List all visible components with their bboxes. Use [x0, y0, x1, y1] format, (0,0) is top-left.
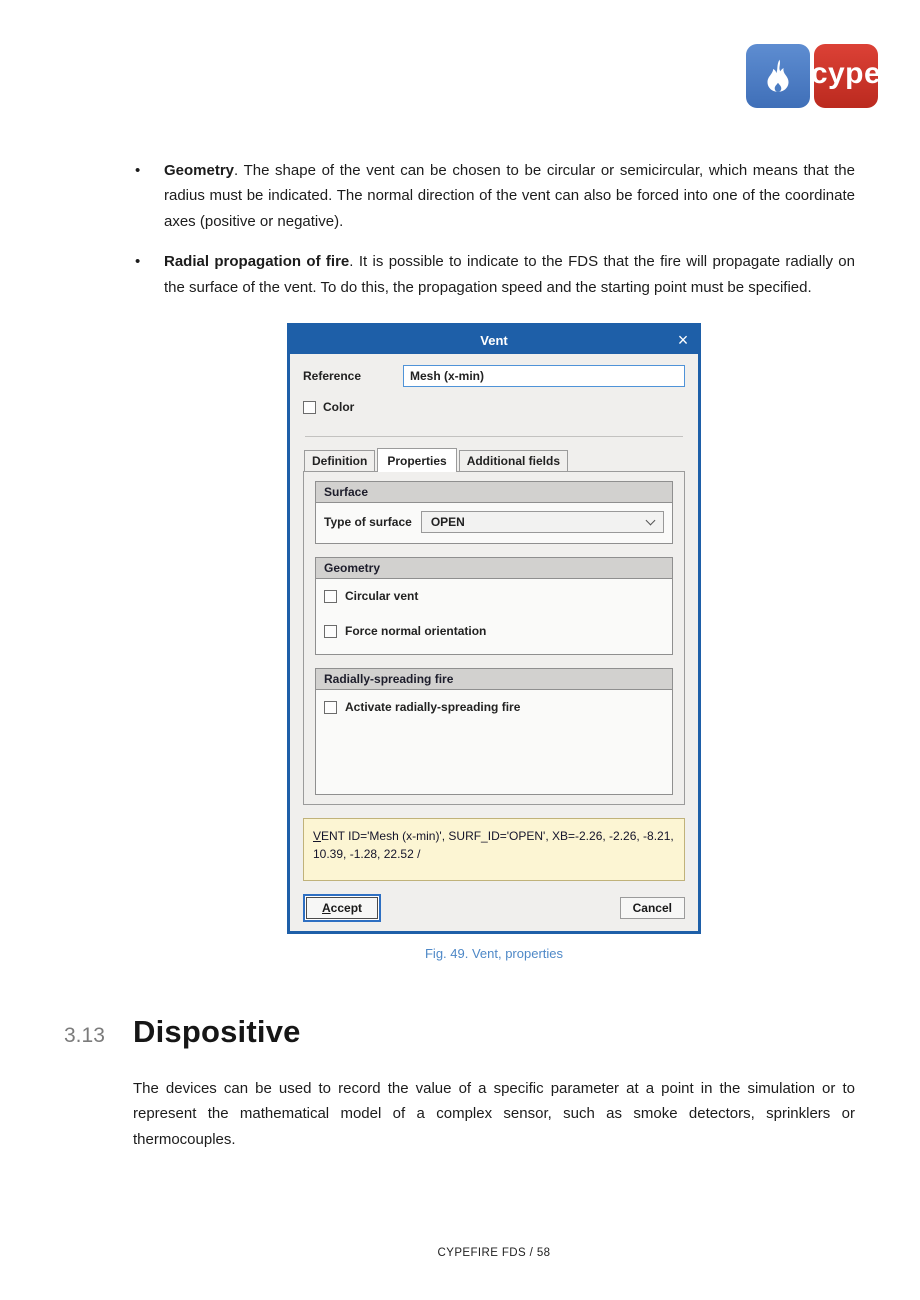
- force-normal-orientation-checkbox[interactable]: [324, 625, 337, 638]
- figure: [133, 323, 855, 961]
- bullet-item-radial-propagation: [133, 249, 855, 300]
- fds-underline: V: [313, 829, 322, 844]
- bullet-text: [164, 158, 855, 234]
- bullet-body: . The shape of the vent can be chosen to be circular or semicircular, which means that the radius must be indicated. The normal direction of the vent can also be forced into one of the coordinate axes (positive or negative).: [164, 162, 855, 230]
- radial-fire-group-header: Radially-spreading fire: [316, 669, 672, 690]
- color-checkbox-row[interactable]: [303, 400, 685, 414]
- fds-text: ENT ID='Mesh (x-min)', SURF_ID='OPEN', XB=-2.26, -2.26, -8.21, 10.39, -1.28, 22.52 /: [313, 829, 674, 862]
- chevron-down-icon: [646, 515, 656, 525]
- content-column: [64, 0, 855, 1152]
- divider: [305, 436, 683, 437]
- circular-vent-label: Circular vent: [345, 589, 419, 604]
- color-checkbox[interactable]: [303, 401, 316, 414]
- color-label: Color: [323, 400, 355, 415]
- bullet-body: . It is possible to indicate to the FDS that the fire will propagate radially on the surface of the vent. To do this, the propagation speed and the starting point must be specified.: [164, 253, 855, 296]
- section-paragraph: The devices can be used to record the value of a specific parameter at a point in the simulation or to represent the mathematical model of a complex sensor, such as smoke detectors, sprinklers or thermocouples.: [133, 1080, 855, 1148]
- page-footer: CYPEFIRE FDS / 58: [437, 1247, 551, 1259]
- geometry-group-header: Geometry: [316, 558, 672, 579]
- vent-dialog: [287, 323, 701, 934]
- tab-properties[interactable]: Properties: [377, 448, 456, 472]
- surface-group-header: Surface: [316, 482, 672, 503]
- reference-label: Reference: [303, 369, 362, 384]
- bullet-lead: Radial propagation of fire: [164, 253, 350, 271]
- section-heading: [64, 1013, 855, 1055]
- activate-radial-fire-checkbox-row[interactable]: [324, 700, 664, 714]
- tab-additional-fields[interactable]: Additional fields: [459, 450, 568, 471]
- bullet-list: [133, 158, 855, 300]
- activate-radial-fire-label: Activate radially-spreading fire: [345, 700, 521, 715]
- close-icon[interactable]: ×: [677, 330, 689, 351]
- circular-vent-checkbox[interactable]: [324, 590, 337, 603]
- figure-caption: Fig. 49. Vent, properties: [424, 946, 564, 962]
- type-of-surface-label: Type of surface: [324, 515, 412, 530]
- cancel-button[interactable]: Cancel: [620, 897, 685, 919]
- section-number: 3.13: [64, 1024, 105, 1048]
- geometry-group-body: [316, 579, 672, 654]
- accept-underline: A: [322, 901, 331, 916]
- dialog-body: [290, 354, 698, 931]
- reference-input[interactable]: [403, 365, 685, 387]
- dialog-button-row: [303, 897, 685, 919]
- surface-group-body: [316, 503, 672, 543]
- force-normal-orientation-checkbox-row[interactable]: [324, 624, 664, 638]
- dialog-titlebar[interactable]: [290, 326, 698, 354]
- type-of-surface-dropdown[interactable]: [421, 511, 664, 533]
- radial-fire-group-body: [316, 690, 672, 730]
- bullet-marker: •: [135, 253, 141, 271]
- radial-fire-group: [315, 668, 673, 795]
- accept-rest: ccept: [330, 901, 363, 916]
- section-title: Dispositive: [133, 1014, 301, 1050]
- reference-row: [303, 365, 685, 387]
- bullet-marker: •: [135, 162, 141, 179]
- bullet-text: [164, 249, 855, 300]
- properties-tab-panel: [303, 471, 685, 805]
- dialog-title: Vent: [480, 332, 508, 348]
- surface-group: [315, 481, 673, 544]
- force-normal-orientation-label: Force normal orientation: [345, 624, 487, 639]
- fds-command-preview: [303, 818, 685, 881]
- accept-button[interactable]: [306, 897, 378, 919]
- circular-vent-checkbox-row[interactable]: [324, 589, 664, 603]
- cype-wordmark: cype: [814, 44, 878, 108]
- tab-bar: [303, 448, 685, 471]
- activate-radial-fire-checkbox[interactable]: [324, 701, 337, 714]
- bullet-item-geometry: [133, 158, 855, 234]
- bullet-lead: Geometry: [164, 162, 235, 179]
- dropdown-selected-value: OPEN: [430, 515, 465, 530]
- geometry-group: [315, 557, 673, 655]
- tab-definition[interactable]: Definition: [304, 450, 375, 471]
